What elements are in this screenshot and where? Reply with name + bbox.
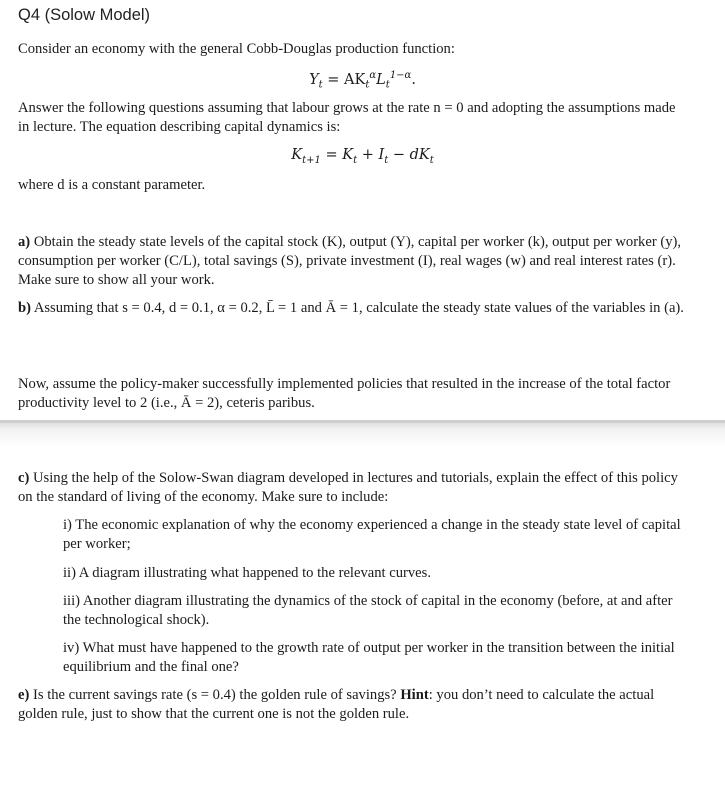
intro-text: Consider an economy with the general Cobb-Douglas production function: [18,41,455,57]
question-b-text: Assuming that s = 0.4, d = 0.1, α = 0.2, L̄ = 1 and Ā = 1, calculate the steady state values of the variables in (a). [33,300,684,316]
question-c-item-1: i) The economic explanation of why the economy experienced a change in the steady state level of capital per worker; [63,517,681,552]
question-a-text: Obtain the steady state levels of the capital stock (K), output (Y), capital per worker (k), output per worker (y), consumption per worker (C/L), total savings (S), private investment (I), real wages (w) and real interest rates (r). Make sure to show all your work. [18,234,682,288]
question-title: Q4 (Solow Model) [18,6,151,24]
shock-text: Now, assume the policy-maker successfully implemented policies that resulted in the increase of the total factor productivity level to 2 (i.e., Ā = 2), ceteris paribus. [18,376,671,411]
question-b-label: b) [18,300,31,316]
page-divider [0,420,725,450]
question-e-label: e) [18,687,30,703]
capital-dynamics-equation: $K_{t+1} = K_t + I_t - dK_t$ [291,147,434,166]
question-a-label: a) [18,234,31,250]
question-c-item-2: ii) A diagram illustrating what happened to the relevant curves. [63,565,431,581]
question-a [18,233,690,290]
hint-label: Hint [400,687,429,703]
question-c-item-4: iv) What must have happened to the growth rate of output per worker in the transition between the initial equilibrium and the final one? [63,640,675,675]
question-c-item-3: iii) Another diagram illustrating the dynamics of the stock of capital in the economy (before, at and after the technological shock). [63,593,673,628]
question-e: e) Is the current savings rate (s = 0.4) the golden rule of savings? Hint: you don’t need to calculate the actual golden rule, just to show that the current one is not the golden rule. [18,687,655,722]
question-b [18,299,690,318]
production-function-equation: $Y_t = AK_t^\alpha L_t^{1-\alpha}$. [309,70,416,91]
question-c-label: c) [18,470,30,486]
where-text: where d is a constant parameter. [18,177,206,193]
page-divider-line [0,420,725,423]
question-c-text: Using the help of the Solow-Swan diagram developed in lectures and tutorials, explain the effect of this policy on the standard of living of the economy. Make sure to include: [18,470,678,505]
answer-intro-text: Answer the following questions assuming that labour grows at the rate n = 0 and adopting the assumptions made in lecture. The equation describing capital dynamics is: [18,100,676,135]
question-c [18,469,690,507]
